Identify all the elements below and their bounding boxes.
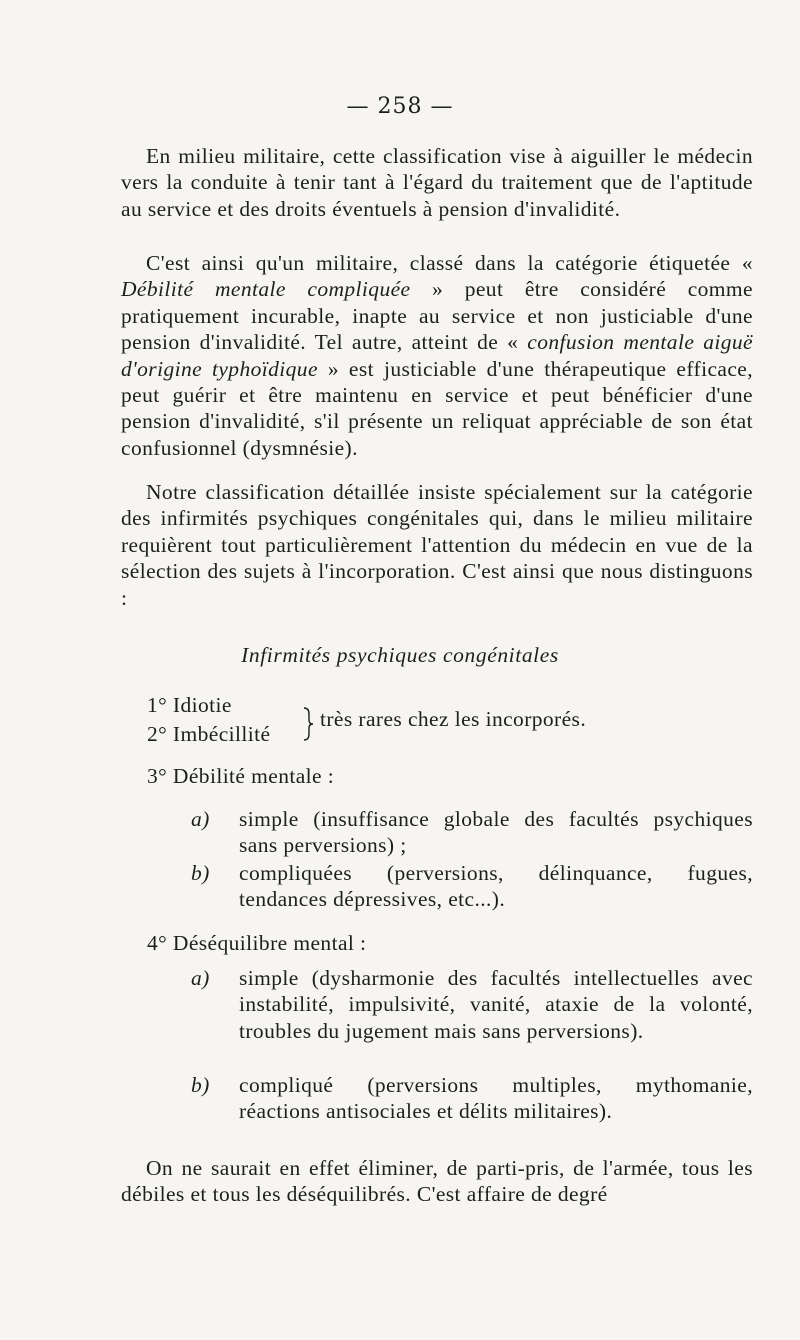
paragraph-1-text: En milieu militaire, cette classification vise à aiguiller le médecin vers la conduite à tenir tant à l'égard du traitement que de l'aptitude au service et des droits éventuels à pension d'invalidité.	[121, 144, 753, 221]
list-item-3b-label: b)	[191, 861, 210, 885]
paragraph-2-part2: » peut être considéré comme pratiquement incurable, inapte au service et non justiciable d'une pension d'invalidité. Tel autre, atteint de «	[121, 277, 753, 355]
brace-svg	[302, 706, 314, 742]
paragraph-1	[121, 143, 753, 222]
list-item-4b	[191, 1072, 753, 1125]
paragraph-2-part1: C'est ainsi qu'un militaire, classé dans la catégorie étiquetée «	[146, 251, 753, 275]
paragraph-2	[121, 250, 753, 461]
list-item-3b-text: compliquées (perversions, délinquance, fugues, tendances dépressives, etc...).	[239, 861, 753, 912]
brace-icon	[302, 706, 312, 744]
paragraph-2-italic1: Débilité mentale compliquée	[121, 277, 411, 302]
list-item-4a	[191, 965, 753, 1044]
paragraph-final-text: On ne saurait en effet éliminer, de parti-pris, de l'armée, tous les débiles et tous les déséquilibrés. C'est affaire de degré	[121, 1156, 753, 1207]
brace-note: très rares chez les incorporés.	[320, 707, 587, 731]
paragraph-2-text	[121, 250, 753, 461]
page-number: — 258 —	[346, 94, 454, 119]
paragraph-final	[121, 1155, 753, 1208]
list-item-3: 3° Débilité mentale :	[147, 764, 335, 788]
list-item-4a-text: simple (dysharmonie des facultés intellectuelles avec instabilité, impulsivité, vanité, ataxie de la volonté, troubles du jugement mais sans perversions).	[239, 966, 753, 1043]
list-item-3a-text: simple (insuffisance globale des facultés psychiques sans perversions) ;	[239, 807, 753, 858]
paragraph-3-text: Notre classification détaillée insiste spécialement sur la catégorie des infirmités psychiques congénitales qui, dans le milieu militaire requièrent tout particulièrement l'attention du médecin en vue de la sélection des sujets à l'incorporation. C'est ainsi que nous distinguons :	[121, 480, 753, 610]
list-item-3a-label: a)	[191, 807, 210, 831]
list-item-4b-text: compliqué (perversions multiples, mythomanie, réactions antisociales et délits militaires).	[239, 1073, 753, 1124]
section-heading: Infirmités psychiques congénitales	[241, 643, 559, 667]
list-item-3a	[191, 806, 753, 859]
list-item-4: 4° Déséquilibre mental :	[147, 931, 367, 955]
list-item-4a-label: a)	[191, 966, 210, 990]
list-item-4b-label: b)	[191, 1073, 210, 1097]
paragraph-3	[121, 479, 753, 611]
paragraph-2-italic2: confusion mentale aiguë d'origine typhoïdique	[121, 330, 753, 381]
list-item-1: 1° Idiotie	[147, 693, 232, 717]
list-item-3b	[191, 860, 753, 913]
list-item-2: 2° Imbécillité	[147, 722, 271, 746]
paragraph-2-part3: » est justiciable d'une thérapeutique efficace, peut guérir et être maintenu en service et peut bénéficier d'une pension d'invalidité, s'il présente un reliquat appréciable de son état confusionnel (dysmnésie).	[121, 356, 753, 460]
